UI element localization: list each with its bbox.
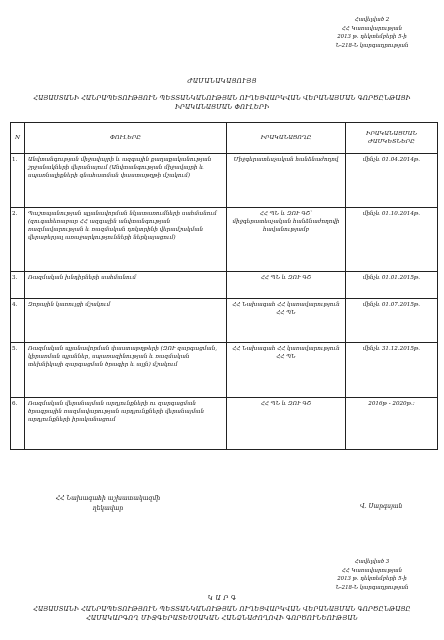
table-header-row [11, 123, 438, 154]
row-deadline: մինչև 01.04.2014թ. [346, 154, 438, 208]
attachment-decree: Ն-218-Ն կարգադրության [335, 42, 409, 49]
row-executor: ՀՀ Նախագահ ՀՀ կառավարություն ՀՀ ՊՆ [227, 343, 346, 398]
row-stage: Ռազմական խնդիրների սահմանում [25, 272, 227, 299]
table-row [11, 398, 438, 450]
row-stage: Զորային կառույցի մշակում [25, 299, 227, 343]
schedule-table [10, 122, 438, 450]
table-row [11, 272, 438, 299]
header-deadline: ԻՐԱԿԱՆԱՑՄԱՆ ԺԱՄԿԵՏՆԵՐԸ [346, 123, 438, 154]
row-number: 1. [11, 154, 25, 208]
row-stage: Պաշտպանության պլանավորման նկատառումների սահմանում (զուգահեռաբար ՀՀ ազգային անվտանգության ռազմավարության և ռազմական դոկտրինի վերամշակման վերաբերյալ առաջարկությունների ներկայացում) [25, 208, 227, 272]
row-executor: Միջգերատեսչական հանձնաժողով [227, 154, 346, 208]
row-deadline: մինչև 01.10.2014թ. [346, 208, 438, 272]
attachment-authority: ՀՀ Կառավարության [341, 567, 403, 574]
header-stages: ՓՈՒԼԵՐԸ [25, 123, 227, 154]
row-deadline: մինչև 01.07.2015թ. [346, 299, 438, 343]
row-number: 2. [11, 208, 25, 272]
row-deadline: 2016թ - 2020թ.: [346, 398, 438, 450]
signature-office: ՀՀ Նախագահի աշխատակազմի [55, 495, 161, 502]
attachment-date: 2013 թ. դեկտեմբերի 5-ի [337, 34, 407, 40]
signature-position: ղեկավար [92, 505, 124, 512]
header-number: N [11, 123, 25, 154]
attachment-note-top [300, 16, 444, 50]
row-executor: ՀՀ ՊՆ և ԶՈՒ ԳՇ [227, 398, 346, 450]
signature-name: Վ. Սարգսյան [360, 503, 403, 510]
row-executor: ՀՀ Նախագահ ՀՀ կառավարություն ՀՀ ՊՆ [227, 299, 346, 343]
row-number: 3. [11, 272, 25, 299]
row-deadline: մինչև 31.12.2015թ. [346, 343, 438, 398]
row-stage: Ռազմական վերանայման արդյունքների ու զարգացման ծրագրային ռազմավարության արդյունքների վերանայման արդյունքների իրականացում [25, 398, 227, 450]
document-title: ՀԱՅԱՍՏԱՆԻ ՀԱՆՐԱՊԵՏՈՒԹՅՈՒՆ ՊԵՏՏԱՆԿԱՆՈՒԹՅԱՆ ՈՒՂԵՑՎԱՐԿՎԱՆ ՎԵՐԱՆԱՅՄԱՆ ԳՈՐԾԸՆԹԱՑԻ ԻՐԱԿԱՆԱՑՄԱՆ ՓՈՒԼԵՐԻ [33, 94, 411, 111]
header-executor: ԻՐԱԿԱՆԱՑՈՂԸ [227, 123, 346, 154]
order-label: Կ Ա Ր Գ [207, 594, 237, 602]
schedule-label: ԺԱՄԱՆԱԿԱՑՈՒՅՑ [187, 77, 257, 85]
table-row [11, 299, 438, 343]
row-number: 4. [11, 299, 25, 343]
signature-title [38, 494, 178, 514]
order-title: ՀԱՅԱՍՏԱՆԻ ՀԱՆՐԱՊԵՏՈՒԹՅՈՒՆ ՊԵՏՏԱՆԿԱՆՈՒԹՅԱՆ ՈՒՂԵՑՎԱՐԿՎԱՆ ՎԵՐԱՆԱՅՄԱՆ ԳՈՐԾԸՆԹԱՑԸ ՀԱՄԱԿԱՐԳՈՂ ՄԻՋԳԵՐԱՏԵՍՉԱԿԱՆ ՀԱՆՁՆԱԺՈՂՈՎԻ ԳՈՐԾՈՒՆԵՈՒԹՅԱՆ [33, 605, 411, 622]
attachment-decree: Ն-218-Ն կարգադրության [335, 584, 409, 591]
row-stage: Ռազմական պլանավորման փաստաթղթերի (ԶՈՒ զարգացման, կիրառման պլաններ, սպառազինության և ռազմական տեխնիկայի զարգացման ծրագիր և այլն) մշակում [25, 343, 227, 398]
row-stage: Անվտանգության միջավայրի և ազգային քաղաքականության շրջանակների վերանայում (Անվտանգության միջավայրի և սպառնալիքների գնահատման փաստաթղթի մշակում) [25, 154, 227, 208]
attachment-date: 2013 թ. դեկտեմբերի 5-ի [337, 576, 407, 582]
attachment-authority: ՀՀ Կառավարության [341, 25, 403, 32]
row-executor: ՀՀ ՊՆ և ԶՈՒ ԳՇ [227, 272, 346, 299]
row-executor: ՀՀ ՊՆ և ԶՈՒ ԳՇ՝ միջգերատեսչական հանձնաժողովի հավանությամբ [227, 208, 346, 272]
attachment-number: Հավելված 3 [354, 559, 390, 565]
table-row [11, 343, 438, 398]
row-number: 6. [11, 398, 25, 450]
attachment-number: Հավելված 2 [354, 17, 390, 23]
row-number: 5. [11, 343, 25, 398]
attachment-note-bottom [300, 558, 444, 592]
row-deadline: մինչև 01.01.2015թ. [346, 272, 438, 299]
table-row [11, 154, 438, 208]
table-row [11, 208, 438, 272]
